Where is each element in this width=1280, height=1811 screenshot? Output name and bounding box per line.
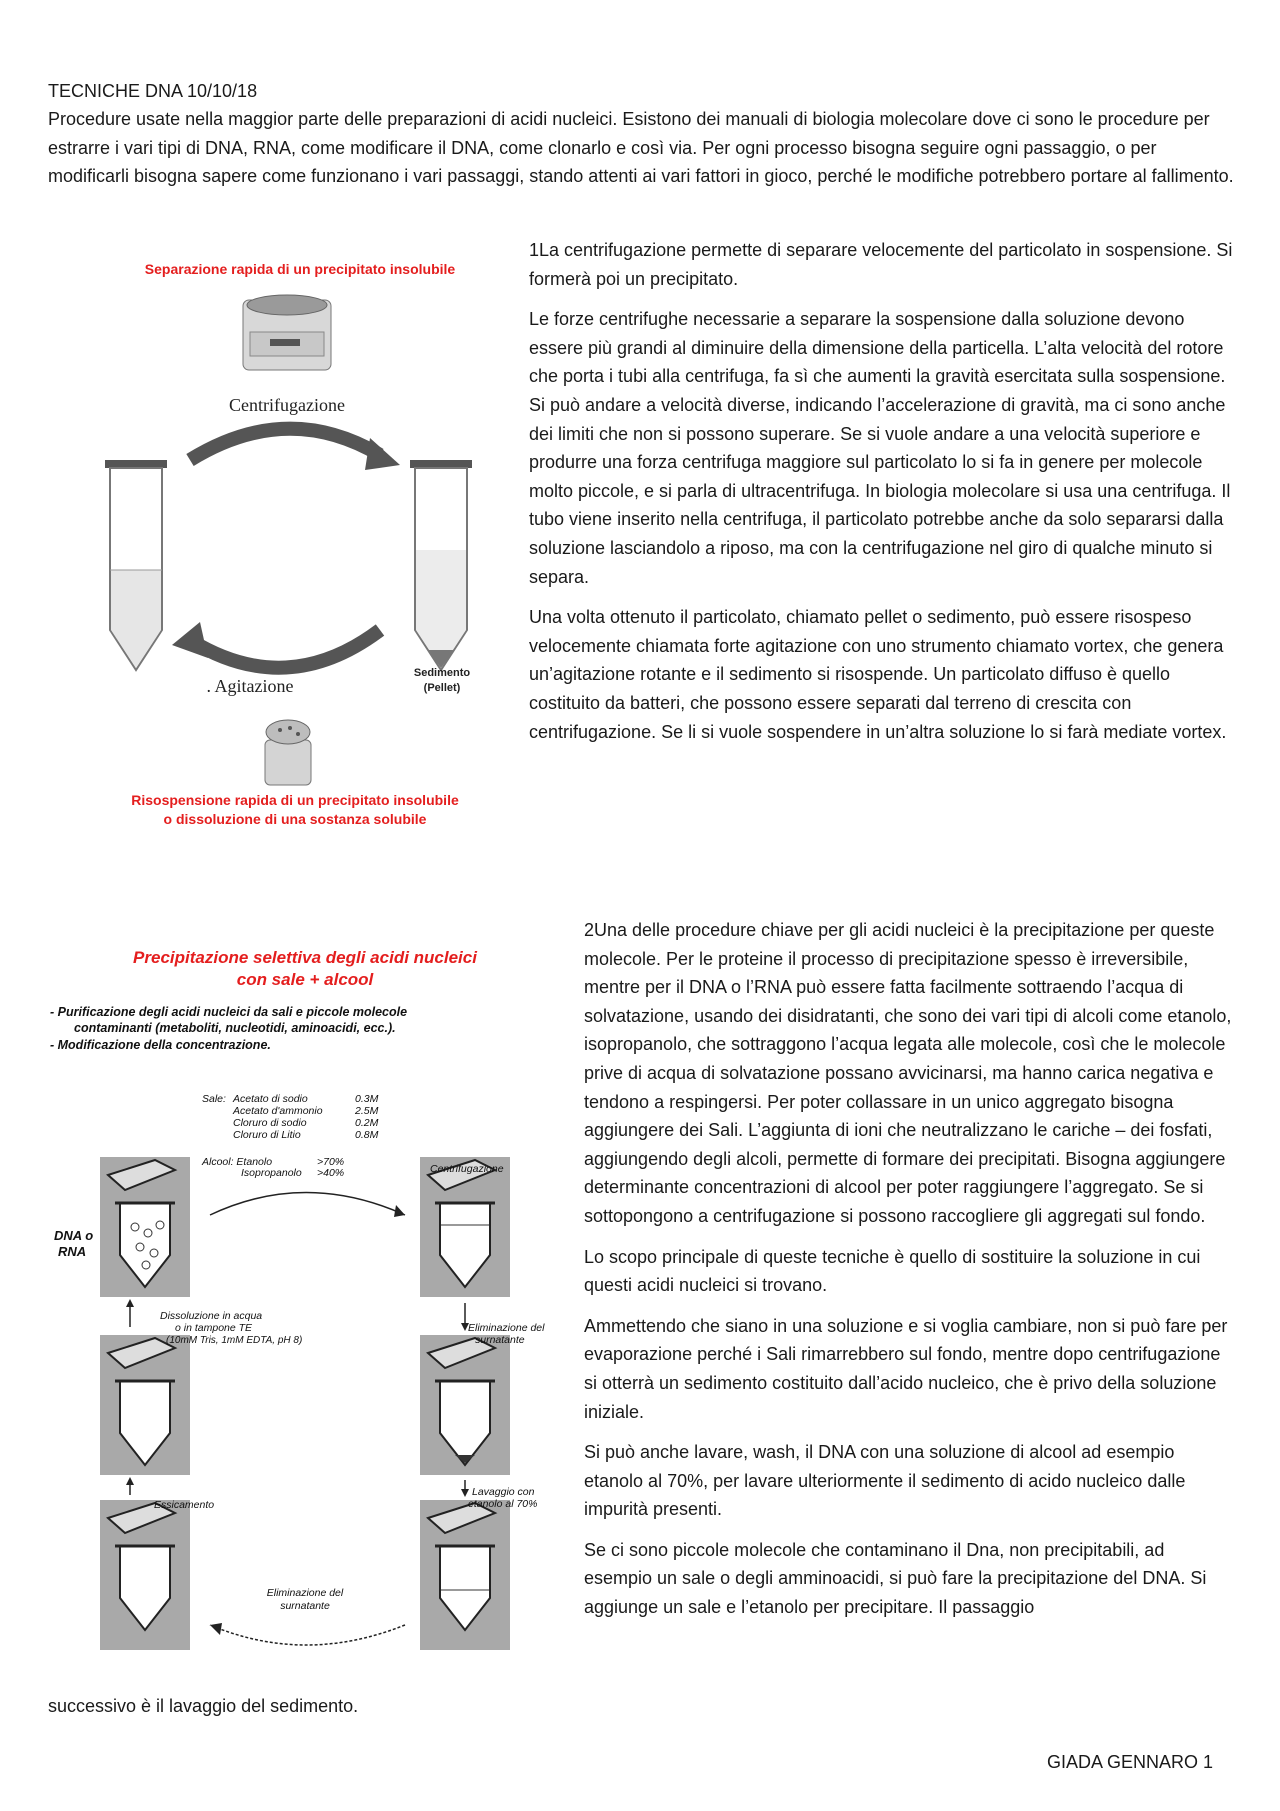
intro-paragraph: Procedure usate nella maggior parte delle preparazioni di acidi nucleici. Esistono dei manuali di biologia molecolare dove ci sono le procedure per estrarre i vari tipi di DNA, RNA, come modificare il DNA, come clonarlo e così via. Per ogni processo bisogna seguire ogni passaggio, o per modificarli bisogna sapere come funzionano i vari passaggi, stando attenti ai vari fattori in gioco, perché le modifiche potrebbero portare al fallimento. [48, 109, 1234, 187]
salt-name: Cloruro di Litio [233, 1129, 301, 1141]
centrifugation-figure [80, 250, 520, 830]
s1-paragraph-3: Una volta ottenuto il particolato, chiamato pellet o sedimento, può essere risospeso velocemente chiamata forte agitazione con uno strumento chiamato vortex, che genera un’agitazione rotante e il sedimento si risospende. Un particolato diffuso è quello costituito da batteri, che possono essere separati dal terreno di crescita con centrifugazione. Se li si vuole sospendere in un’altra soluzione lo si farà mediate vortex. [529, 607, 1227, 742]
salt-name: Acetato d'ammonio [233, 1105, 323, 1117]
pellet-label: (Pellet) [423, 682, 461, 694]
s2-paragraph-3: Ammettendo che siano in una soluzione e si voglia cambiare, non si può fare per evaporazione perché i Sali rimarrebbero sul fondo, mentre dopo centrifugazione si otterrà un sedimento costituito dall’acido nucleico, che è privo della soluzione iniziale. [584, 1315, 1228, 1422]
salt-label: Sale: [202, 1093, 226, 1105]
dissolution-1: Dissoluzione in acqua [160, 1310, 263, 1322]
fig1-title: Separazione rapida di un precipitato insolubile [144, 261, 456, 277]
supernatant-2: surnatante [475, 1334, 525, 1346]
centrifugation-label: Centrifugazione [430, 1163, 504, 1175]
supernatant-1: Eliminazione del [468, 1322, 545, 1334]
wash-2: etanolo al 70% [468, 1498, 538, 1510]
salt-conc: 0.2M [355, 1117, 379, 1129]
section-precipitation [584, 916, 1234, 1634]
alcohol-2-name: Isopropanolo [241, 1167, 302, 1179]
left-tube [105, 460, 167, 670]
salt-name: Acetato di sodio [233, 1093, 308, 1105]
section-centrifugation [529, 236, 1234, 758]
s2-tail: successivo è il lavaggio del sedimento. [48, 1696, 359, 1716]
agitation-label: . Agitazione [206, 676, 294, 696]
bottom-arrow [190, 630, 380, 668]
right-tube [410, 460, 472, 670]
salt-conc: 2.5M [355, 1105, 379, 1117]
removal-1: Eliminazione del [266, 1587, 344, 1599]
bullet-1a: - Purificazione degli acidi nucleici da sali e piccole molecole [50, 1005, 408, 1019]
top-arrow [190, 429, 380, 460]
salt-conc: 0.8M [355, 1129, 379, 1141]
fig2-title-1: Precipitazione selettiva degli acidi nucleici [133, 948, 477, 967]
s2-paragraph-1: 2Una delle procedure chiave per gli acidi nucleici è la precipitazione per queste molecole. Per le proteine il processo di precipitazione spesso è irreversibile, mentre per il DNA o l’RNA può essere fatta facilmente sottraendo l’acqua di solvatazione, usando dei disidratanti, che sono dei vari tipi di alcoli come etanolo, isopropanolo, che sottraggono l’acqua legata alle molecole, così che le molecole prive di acqua di solvatazione possano avvicinarsi, ma hanno carica negativa e tendono a respingersi. Per poter collassare in un unico aggregato bisogna aggiungere dei Sali. L’aggiunta di ioni che neutralizzano le cariche – dei fosfati, aggiungendo degli alcoli, permette di formare dei precipitati. Bisogna aggiungere determinante concentrazioni di alcool per poter raggiungere l’aggregato. Se si sottopongono a centrifugazione si possono raccogliere gli aggregati sul fondo. [584, 920, 1232, 1226]
s2-paragraph-5: Se ci sono piccole molecole che contaminano il Dna, non precipitabili, ad esempio un sale o degli amminoacidi, si può fare la precipitazione del DNA. Si aggiunge un sale e l’etanolo per precipitare. Il passaggio [584, 1539, 1207, 1618]
footer-author: GIADA GENNARO 1 [1047, 1752, 1214, 1772]
fig2-title-2: con sale + alcool [236, 970, 374, 989]
bottom-flow-arrow [210, 1625, 405, 1645]
s2-paragraph-4: Si può anche lavare, wash, il DNA con una soluzione di alcool ad esempio etanolo al 70%, per lavare ulteriormente il sedimento di acido nucleico dalle impurità presenti. [584, 1442, 1186, 1520]
bullet-1b: contaminanti (metaboliti, nucleotidi, aminoacidi, ecc.). [74, 1021, 396, 1035]
fig1-caption-2: o dissoluzione di una sostanza solubile [163, 811, 427, 827]
drying-label: Essicamento [154, 1499, 215, 1511]
precipitation-figure [50, 935, 560, 1665]
salt-conc: 0.3M [355, 1093, 379, 1105]
alcohol-1-value: >70% [317, 1156, 345, 1168]
vortex-icon [265, 720, 311, 785]
dna-label-1: DNA o [54, 1228, 94, 1243]
top-flow-arrow [210, 1193, 405, 1216]
sediment-label: Sedimento [413, 667, 471, 679]
bullet-2: - Modificazione della concentrazione. [50, 1038, 271, 1052]
centrifuge-label: Centrifugazione [229, 395, 345, 415]
alcohol-2-value: >40% [317, 1167, 345, 1179]
dissolution-2: o in tampone TE [175, 1322, 253, 1334]
s2-paragraph-2: Lo scopo principale di queste tecniche è quello di sostituire la soluzione in cui questi acidi nucleici si trovano. [584, 1246, 1201, 1296]
dna-label-2: RNA [58, 1244, 87, 1259]
centrifuge-icon [243, 295, 331, 370]
salt-name: Cloruro di sodio [233, 1117, 307, 1129]
s1-paragraph-1: 1La centrifugazione permette di separare velocemente del particolato in sospensione. Si formerà poi un precipitato. [529, 240, 1233, 289]
page-title: TECNICHE DNA 10/10/18 [48, 81, 258, 101]
wash-1: Lavaggio con [472, 1486, 535, 1498]
alcohol-label: Alcool: Etanolo [202, 1156, 273, 1168]
fig1-caption-1: Risospensione rapida di un precipitato insolubile [131, 792, 459, 808]
s1-paragraph-2: Le forze centrifughe necessarie a separare la sospensione dalla soluzione devono essere più grandi al diminuire della dimensione della particella. L’alta velocità del rotore che porta i tubi alla centrifuga, fa sì che aumenti la gravità esercitata sulla sospensione. Si può andare a velocità diverse, indicando l’accelerazione di gravità, ma ci sono anche dei limiti che non si possono superare. Se si vuole andare a una velocità superiore e produrre una forza centrifuga maggiore sul particolato lo si fa in genere per molecole molto piccole, e si parla di ultracentrifuga. In biologia molecolare si usa una centrifuga. Il tubo viene inserito nella centrifuga, il particolato potrebbe anche da solo separarsi dalla soluzione lasciandolo a riposo, ma con la centrifugazione nel giro di qualche minuto si separa. [529, 309, 1231, 587]
dissolution-3: (10mM Tris, 1mM EDTA, pH 8) [166, 1335, 303, 1346]
removal-2: surnatante [280, 1600, 330, 1612]
